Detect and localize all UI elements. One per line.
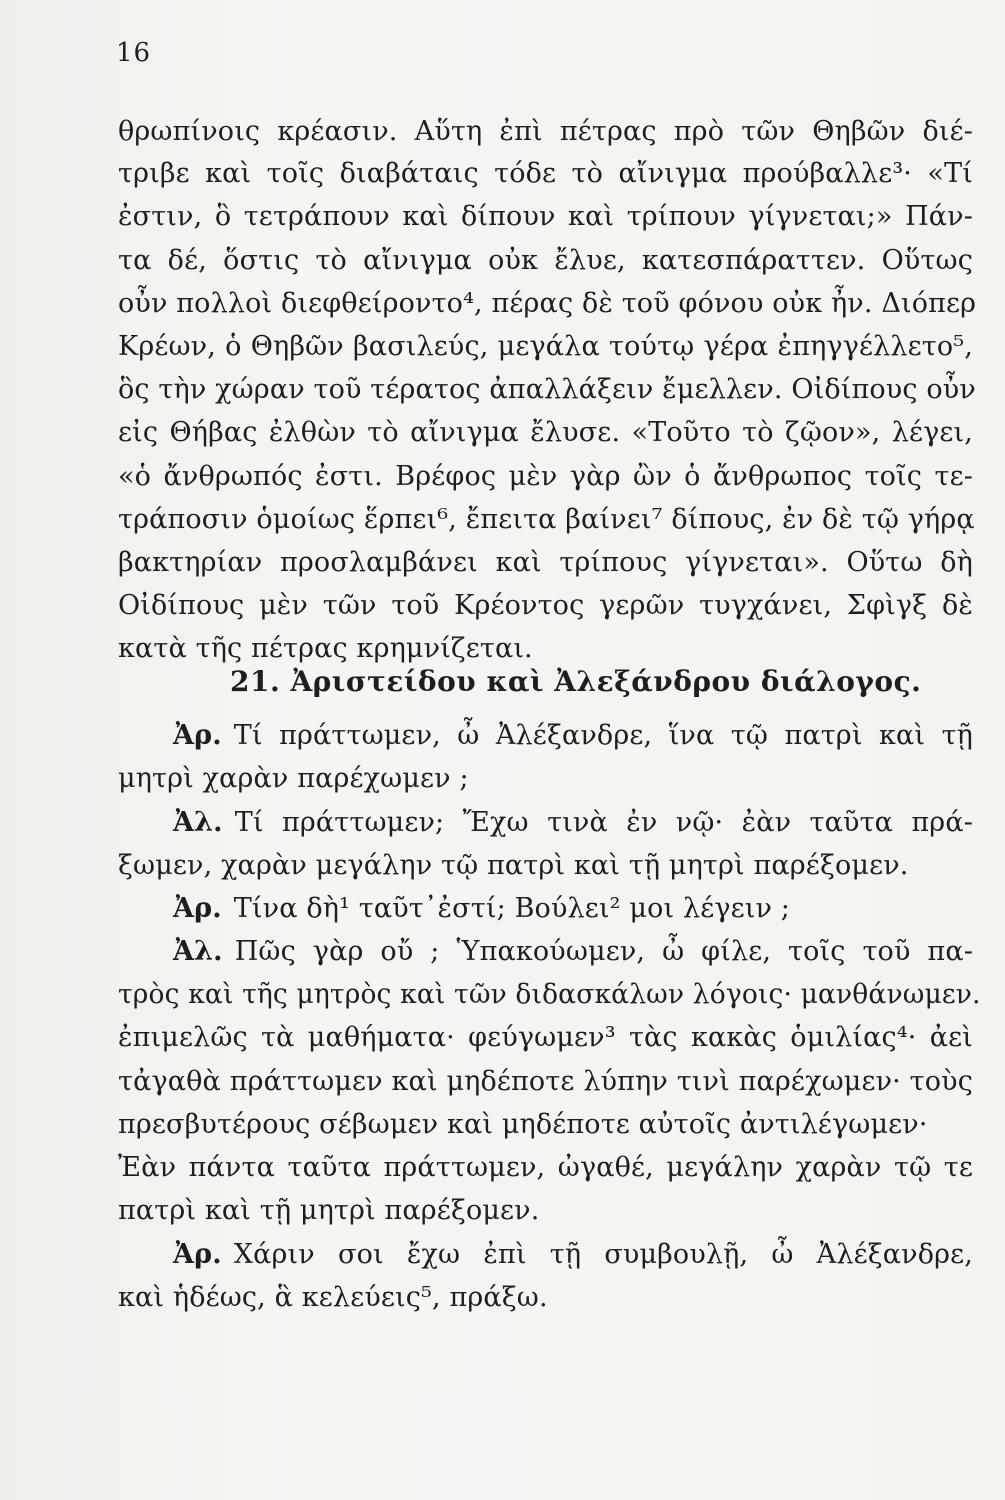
text-line: τράποσιν ὁμοίως ἕρπει⁶, ἔπειτα βαίνει⁷ δίπους, ἐν δὲ τῷ γήρᾳ bbox=[118, 504, 975, 535]
dialogue-line bbox=[118, 715, 973, 757]
speaker-label: Ἀλ. bbox=[173, 936, 223, 967]
dialogue-line: καὶ ἡδέως, ἃ κελεύεις⁵, πράξω. bbox=[118, 1282, 548, 1313]
dialogue-text: Τίνα δὴ¹ ταῦτ᾽ἐστί; Βούλει² μοι λέγειν ; bbox=[233, 893, 791, 924]
dialogue-line: ξωμεν, χαρὰν μεγάλην τῷ πατρὶ καὶ τῇ μητρὶ παρέξομεν. bbox=[118, 850, 909, 881]
dialogue-text: Χάριν σοι ἔχω ἐπὶ τῇ συμβουλῇ, ὦ Ἀλέξανδρε, bbox=[233, 1239, 973, 1270]
text-line: Οἰδίπους μὲν τῶν τοῦ Κρέοντος γερῶν τυγχάνει, Σφὶγξ δὲ bbox=[118, 590, 973, 621]
dialogue-line bbox=[118, 888, 790, 930]
speaker-label: Ἀρ. bbox=[173, 1239, 222, 1270]
dialogue-line: Ἐὰν πάντα ταῦτα πράττωμεν, ὠγαθέ, μεγάλην χαρὰν τῷ τε bbox=[118, 1152, 973, 1183]
dialogue-text: Τί πράττωμεν; Ἔχω τινὰ ἐν νῷ· ἐὰν ταῦτα πρά- bbox=[234, 807, 973, 838]
text-line: τριβε καὶ τοῖς διαβάταις τόδε τὸ αἴνιγμα προύβαλλε³· «Τί bbox=[118, 158, 973, 189]
text-line: «ὁ ἄνθρωπός ἐστι. Βρέφος μὲν γὰρ ὢν ὁ ἄνθρωπος τοῖς τε- bbox=[118, 461, 973, 492]
dialogue-line bbox=[118, 802, 973, 844]
dialogue-line: μητρὶ χαρὰν παρέχωμεν ; bbox=[118, 763, 469, 794]
dialogue-line: τἀγαθὰ πράττωμεν καὶ μηδέποτε λύπην τινὶ παρέχωμεν· τοὺς bbox=[118, 1066, 973, 1097]
speaker-label: Ἀρ. bbox=[173, 893, 222, 924]
text-line: ὃς τὴν χώραν τοῦ τέρατος ἀπαλλάξειν ἔμελλεν. Οἰδίπους οὖν bbox=[118, 374, 976, 405]
dialogue-line: πατρὶ καὶ τῇ μητρὶ παρέξομεν. bbox=[118, 1195, 540, 1226]
dialogue-line bbox=[118, 1234, 973, 1276]
dialogue-line: ἐπιμελῶς τὰ μαθήματα· φεύγωμεν³ τὰς κακὰς ὁμιλίας⁴· ἀεὶ bbox=[118, 1022, 973, 1053]
text-line: θρωπίνοις κρέασιν. Αὕτη ἐπὶ πέτρας πρὸ τῶν Θηβῶν διέ- bbox=[118, 116, 973, 147]
speaker-label: Ἀλ. bbox=[173, 807, 223, 838]
text-line: βακτηρίαν προσλαμβάνει καὶ τρίπους γίγνεται». Οὕτω δὴ bbox=[118, 547, 973, 578]
dialogue-line bbox=[118, 931, 973, 973]
dialogue-text: Τί πράττωμεν, ὦ Ἀλέξανδρε, ἵνα τῷ πατρὶ καὶ τῇ bbox=[233, 720, 973, 751]
text-line: οὖν πολλοὶ διεφθείροντο⁴, πέρας δὲ τοῦ φόνου οὐκ ἦν. Διόπερ bbox=[118, 288, 977, 319]
dialogue-line: τρὸς καὶ τῆς μητρὸς καὶ τῶν διδασκάλων λόγοις· μανθάνωμεν. bbox=[118, 979, 981, 1010]
text-line: κατὰ τῆς πέτρας κρημνίζεται. bbox=[118, 633, 533, 664]
text-line: τα δέ, ὅστις τὸ αἴνιγμα οὐκ ἔλυε, κατεσπάραττεν. Οὕτως bbox=[118, 245, 973, 276]
text-line: εἰς Θήβας ἐλθὼν τὸ αἴνιγμα ἔλυσε. «Τοῦτο τὸ ζῷον», λέγει, bbox=[118, 417, 973, 448]
page-number: 16 bbox=[116, 38, 152, 68]
text-line: Κρέων, ὁ Θηβῶν βασιλεύς, μεγάλα τούτῳ γέρα ἐπηγγέλλετο⁵, bbox=[118, 331, 973, 362]
dialogue-text: Πῶς γὰρ οὔ ; Ὑπακούωμεν, ὦ φίλε, τοῖς τοῦ πα- bbox=[234, 936, 973, 967]
text-line: ἐστιν, ὃ τετράπουν καὶ δίπουν καὶ τρίπουν γίγνεται;» Πάν- bbox=[118, 201, 973, 232]
dialogue-line: πρεσβυτέρους σέβωμεν καὶ μηδέποτε αὐτοῖς ἀντιλέγωμεν· bbox=[118, 1109, 928, 1140]
section-heading: 21. Ἀριστείδου καὶ Ἀλεξάνδρου διάλογος. bbox=[230, 665, 922, 698]
speaker-label: Ἀρ. bbox=[173, 720, 222, 751]
